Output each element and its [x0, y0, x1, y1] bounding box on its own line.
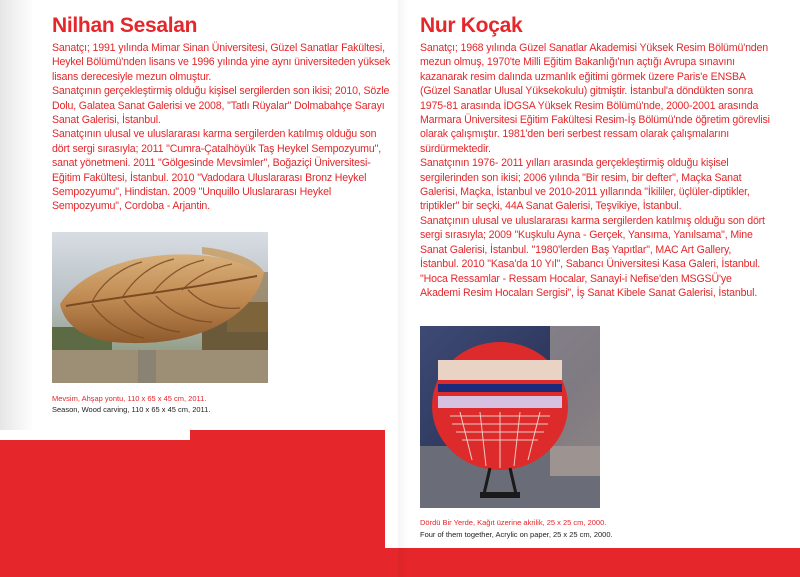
band-notch [0, 430, 190, 440]
painting-image [420, 326, 600, 508]
caption-left-turkish: Mevsim, Ahşap yontu, 110 x 65 x 45 cm, 2011. [52, 394, 207, 403]
bio-right-paragraph: Sanatçı; 1968 yılında Güzel Sanatlar Akademisi Yüksek Resim Bölümü'nden mezun olmuş, 1970'te Milli Eğitim Bakanlığı'nın açtığı Avrupa sınavını kazanarak resim dalında uzmanlık eğitimi görmek üzere Paris'e ENSBA (Güzel Sanatlar Ulusal Yüksekokulu) gitmiştir. İstanbul'a döndükten sonra 1975-81 arasında İDGSA Yüksek Resim Bölümü'nde, 2000-2001 arasında Marmara Üniversitesi Eğitim Fakültesi Resim-İş Bölümü'nde öğretim görevlisi olarak çalışmıştır. 1981'den beri serbest ressam olarak çalışmalarını sürdürmektedir. [420, 42, 770, 155]
painting-photo [420, 326, 600, 508]
bio-right [420, 41, 772, 300]
bio-left-paragraph: Sanatçının gerçekleştirmiş olduğu kişisel sergilerden son ikisi; 2010, Sözle Dolu, Galatea Sanat Galerisi ve 2008, "Tatlı Rüyalar" Dolmabahçe Sarayı Sanat Galerisi, İstanbul. [52, 85, 390, 127]
caption-left-english: Season, Wood carving, 110 x 65 x 45 cm, 2011. [52, 405, 211, 414]
artist-name-left: Nilhan Sesalan [52, 14, 198, 37]
bio-right-paragraph: Sanatçının 1976- 2011 yılları arasında gerçekleştirmiş olduğu kişisel sergilerinden son ikisi; 2006 yılında "Bir resim, bir defter", Maçka Sanat Galerisi, Maçka, İstanbul ve 2010-2011 yıllarında "İkililer, üçlüler-diptikler, triptikler" bir seçki, 44A Sanat Galerisi, Teşvikiye, İstanbul. [420, 157, 750, 213]
bio-right-paragraph: Sanatçının ulusal ve uluslararası karma sergilerden katılmış olduğu son dört sergi sırasıyla; 2009 "Kuşkulu Ayna - Gerçek, Yansıma, Yanılsama", Mine Sanat Galerisi, İstanbul. "1980'lerden Baş Yapıtlar", MAC Art Gallery, İstanbul. 2010 "Kasa'da 10 Yıl", Sabancı Üniversitesi Kasa Galeri, İstanbul. "Hoca Ressamlar - Ressam Hocalar, Sanayi-i Nefise'den MSGSÜ'ye Akademi Resim Hocaları Sergisi", İş Sanat Kibele Sanat Galerisi, İstanbul. [420, 214, 765, 299]
page-fold [398, 0, 408, 577]
bio-left [52, 41, 394, 214]
caption-right-turkish: Dördü Bir Yerde, Kağıt üzerine akrilik, 25 x 25 cm, 2000. [420, 518, 607, 527]
wood-leaf-sculpture-image [52, 232, 268, 383]
sculpture-photo [52, 232, 268, 383]
caption-right-english: Four of them together, Acrylic on paper, 25 x 25 cm, 2000. [420, 530, 613, 539]
artist-name-right: Nur Koçak [420, 14, 523, 37]
bio-left-paragraph: Sanatçı; 1991 yılında Mimar Sinan Üniversitesi, Güzel Sanatlar Fakültesi, Heykel Bölümü'nden lisans ve 1996 yılında yine aynı üniversiteden yüksek lisans derecesiyle mezun olmuştur. [52, 42, 391, 83]
bio-left-paragraph: Sanatçının ulusal ve uluslararası karma sergilerden katılmış olduğu son dört sergi sırasıyla; 2011 "Cumra-Çatalhöyük Taş Heykel Sempozyumu", sanat yönetmeni. 2011 "Gölgesinde Mevsimler", Boğaziçi Üniversitesi-Eğitim Fakültesi, İstanbul. 2010 "Vadodara Uluslararası Bronz Heykel Sempozyumu", Hindistan. 2009 "Unquillo Uluslararası Heykel Sempozyumu", Cordoba - Arjantin. [52, 128, 382, 213]
